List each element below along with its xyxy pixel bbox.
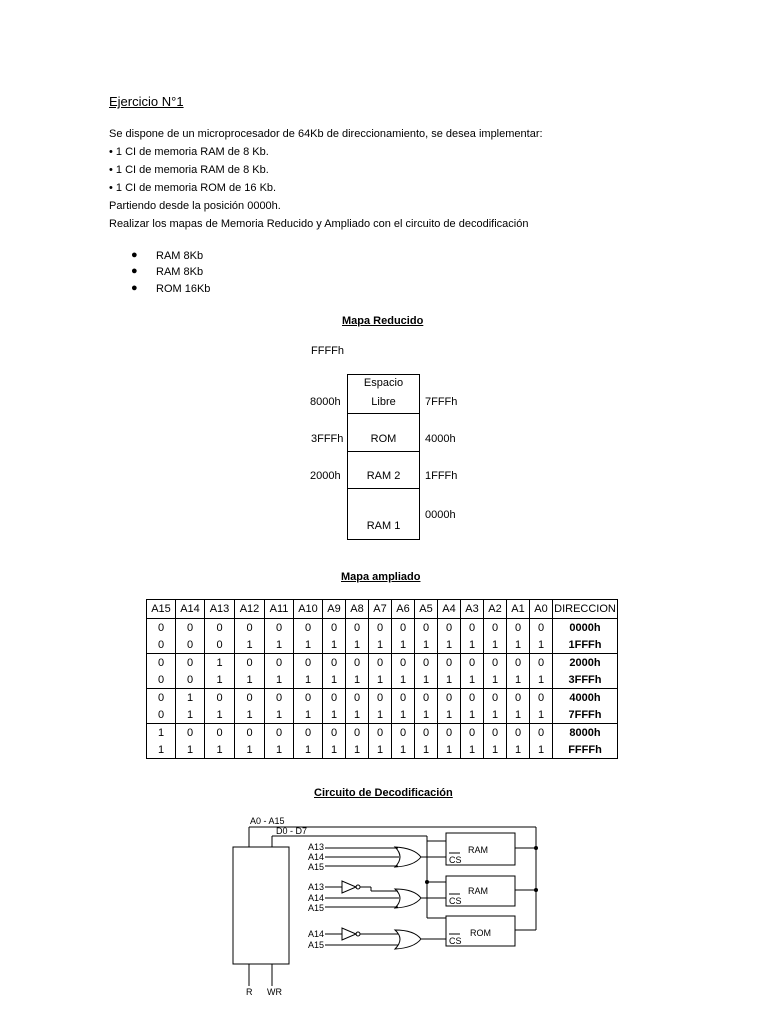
bullet-dot-icon: ● [131,249,138,261]
table-cell: 0 [392,654,415,672]
column-header: A12 [235,600,265,619]
table-cell: 0 [507,654,530,672]
table-cell: 1 [438,706,461,724]
table-cell: 0 [530,654,553,672]
table-cell: 1 [415,636,438,654]
column-header: DIRECCION [553,600,618,619]
table-cell: 1 [235,706,265,724]
table-cell: 0 [369,654,392,672]
table-cell: 0 [323,619,346,637]
read-label: R [246,987,253,997]
table-cell: 1 [346,741,369,759]
junction-dot [534,888,538,892]
table-cell: 1 [484,741,507,759]
column-header: A5 [415,600,438,619]
table-cell: 0 [323,724,346,742]
table-cell: 1 [530,636,553,654]
intro-line: Partiendo desde la posición 0000h. [109,200,281,212]
table-cell: 0 [484,689,507,707]
chip-label: RAM [468,886,488,896]
chip-label: RAM [468,845,488,855]
column-header: A8 [346,600,369,619]
table-cell: 1 [392,636,415,654]
table-cell: 0 [235,689,265,707]
table-cell: 1 [461,636,484,654]
table-cell: 1FFFh [553,636,618,654]
table-cell: 1 [369,671,392,689]
table-cell: 4000h [553,689,618,707]
address-label: 3FFFh [311,433,344,445]
table-cell: 0 [346,654,369,672]
gate-input-label: A14 [308,929,325,939]
table-cell: 0 [147,636,176,654]
table-cell: 1 [346,671,369,689]
expanded-map-heading: Mapa ampliado [341,571,421,583]
table-cell: 3FFFh [553,671,618,689]
address-label: 4000h [425,433,456,445]
table-cell: 0 [294,689,323,707]
table-cell: 0 [176,619,205,637]
table-cell: 0 [265,654,294,672]
column-header: A14 [176,600,205,619]
circuit-heading: Circuito de Decodificación [314,787,453,799]
table-cell: 1 [507,636,530,654]
table-cell: 1 [461,741,484,759]
table-cell: 1 [369,706,392,724]
table-cell: 0 [530,689,553,707]
table-cell: FFFFh [553,741,618,759]
column-header: A7 [369,600,392,619]
table-cell: 0 [176,724,205,742]
table-cell: 0 [147,654,176,672]
intro-line: Realizar los mapas de Memoria Reducido y Ampliado con el circuito de decodificación [109,218,529,230]
table-cell: 0 [484,724,507,742]
table-cell: 0 [392,619,415,637]
table-cell: 1 [205,706,235,724]
table-cell: 0 [415,724,438,742]
table-cell: 1 [415,671,438,689]
table-cell: 0 [461,724,484,742]
gate-input-label: A15 [308,862,325,872]
data-bus-label: D0 - D7 [276,826,308,836]
table-cell: 1 [415,741,438,759]
table-cell: 1 [530,706,553,724]
column-header: A0 [530,600,553,619]
table-cell: 1 [323,741,346,759]
table-cell: 0 [392,724,415,742]
table-cell: 1 [265,671,294,689]
table-cell: 0 [415,654,438,672]
table-cell: 0 [235,654,265,672]
table-cell: 0 [369,689,392,707]
table-cell: 0 [235,724,265,742]
bullet-dot-icon: ● [131,282,138,294]
table-cell: 1 [147,724,176,742]
table-cell: 1 [235,741,265,759]
gate-input-label: A15 [308,940,325,950]
table-cell: 0 [507,724,530,742]
block-label: Libre [371,396,396,408]
table-cell: 1 [438,741,461,759]
table-cell: 1 [392,671,415,689]
junction-dot [534,846,538,850]
list-item: RAM 8Kb [156,250,204,262]
table-cell: 0 [461,619,484,637]
address-label: FFFFh [311,345,344,357]
table-cell: 1 [265,706,294,724]
table-cell: 2000h [553,654,618,672]
address-label: 8000h [310,396,341,408]
table-cell: 1 [438,671,461,689]
table-cell: 0 [235,619,265,637]
table-cell: 1 [294,706,323,724]
table-cell: 1 [323,706,346,724]
column-header: A10 [294,600,323,619]
table-cell: 1 [294,671,323,689]
column-header: A9 [323,600,346,619]
table-cell: 0000h [553,619,618,637]
table-cell: 0 [346,724,369,742]
table-cell: 1 [176,741,205,759]
block-label: RAM 2 [366,470,401,482]
gate-input-label: A14 [308,893,325,903]
column-header: A1 [507,600,530,619]
table-cell: 1 [507,706,530,724]
column-header: A6 [392,600,415,619]
table-cell: 1 [323,636,346,654]
table-cell: 0 [392,689,415,707]
chip-select-label: CS [449,936,462,946]
table-cell: 0 [484,619,507,637]
table-cell: 0 [438,654,461,672]
table-cell: 0 [461,689,484,707]
list-item: RAM 8Kb [156,266,204,278]
table-cell: 0 [147,689,176,707]
table-cell: 0 [205,724,235,742]
address-bus-label: A0 - A15 [250,816,285,826]
exercise-title: Ejercicio N°1 [109,94,184,109]
table-cell: 0 [205,619,235,637]
not-gate [342,881,356,893]
table-cell: 1 [484,671,507,689]
intro-line: • 1 CI de memoria ROM de 16 Kb. [109,182,277,194]
table-cell: 0 [176,654,205,672]
table-cell: 1 [369,636,392,654]
gate-input-label: A13 [308,842,325,852]
column-header: A3 [461,600,484,619]
table-cell: 0 [265,689,294,707]
table-cell: 0 [438,689,461,707]
table-cell: 0 [294,654,323,672]
gate-input-label: A15 [308,903,325,913]
table-cell: 1 [507,741,530,759]
table-cell: 1 [530,741,553,759]
table-cell: 0 [415,689,438,707]
table-cell: 0 [265,724,294,742]
chip-label: ROM [470,928,491,938]
block-label: Espacio [363,377,404,389]
intro-line: • 1 CI de memoria RAM de 8 Kb. [109,164,269,176]
table-cell: 8000h [553,724,618,742]
table-cell: 0 [323,689,346,707]
address-label: 1FFFh [425,470,458,482]
table-cell: 0 [438,724,461,742]
table-cell: 1 [205,654,235,672]
gate-input-label: A14 [308,852,325,862]
column-header: A15 [147,600,176,619]
table-cell: 1 [507,671,530,689]
table-cell: 0 [205,689,235,707]
block-label: ROM [370,433,397,445]
table-cell: 0 [507,689,530,707]
table-cell: 1 [205,741,235,759]
table-cell: 0 [369,724,392,742]
address-label: 7FFFh [425,396,458,408]
column-header: A2 [484,600,507,619]
address-label: 2000h [310,470,341,482]
list-item: ROM 16Kb [156,283,211,295]
table-cell: 1 [346,706,369,724]
table-cell: 0 [530,724,553,742]
intro-line: Se dispone de un microprocesador de 64Kb de direccionamiento, se desea implementar: [109,128,543,140]
table-cell: 1 [176,706,205,724]
table-cell: 1 [461,671,484,689]
table-cell: 0 [176,636,205,654]
table-cell: 1 [323,671,346,689]
table-cell: 0 [484,654,507,672]
table-cell: 0 [147,671,176,689]
junction-dot [425,880,429,884]
gate-input-label: A13 [308,882,325,892]
table-cell: 7FFFh [553,706,618,724]
table-cell: 1 [369,741,392,759]
table-cell: 1 [392,706,415,724]
cpu-block [233,847,289,964]
table-cell: 1 [392,741,415,759]
block-label: RAM 1 [366,520,401,532]
bullet-dot-icon: ● [131,265,138,277]
table-cell: 1 [484,706,507,724]
table-cell: 0 [438,619,461,637]
table-cell: 1 [205,671,235,689]
table-cell: 0 [369,619,392,637]
table-cell: 1 [294,741,323,759]
table-cell: 1 [461,706,484,724]
table-cell: 0 [147,619,176,637]
table-cell: 1 [415,706,438,724]
table-cell: 1 [235,671,265,689]
column-header: A13 [205,600,235,619]
table-cell: 1 [176,689,205,707]
table-cell: 1 [530,671,553,689]
intro-line: • 1 CI de memoria RAM de 8 Kb. [109,146,269,158]
column-header: A11 [265,600,294,619]
table-cell: 0 [530,619,553,637]
table-cell: 1 [346,636,369,654]
table-cell: 1 [147,741,176,759]
table-cell: 0 [507,619,530,637]
table-cell: 1 [265,741,294,759]
table-cell: 0 [147,706,176,724]
address-label: 0000h [425,509,456,521]
table-cell: 1 [235,636,265,654]
table-cell: 1 [438,636,461,654]
table-cell: 0 [294,724,323,742]
table-cell: 0 [461,654,484,672]
table-cell: 0 [346,619,369,637]
table-cell: 0 [415,619,438,637]
table-cell: 0 [265,619,294,637]
table-cell: 1 [294,636,323,654]
chip-select-label: CS [449,896,462,906]
or-gate [395,930,421,949]
reduced-map-heading: Mapa Reducido [342,315,424,327]
table-cell: 0 [294,619,323,637]
table-cell: 0 [205,636,235,654]
table-cell: 1 [265,636,294,654]
write-label: WR [267,987,282,997]
table-cell: 0 [323,654,346,672]
table-cell: 1 [484,636,507,654]
column-header: A4 [438,600,461,619]
table-cell: 0 [176,671,205,689]
chip-select-label: CS [449,855,462,865]
not-gate [342,928,356,940]
table-cell: 0 [346,689,369,707]
